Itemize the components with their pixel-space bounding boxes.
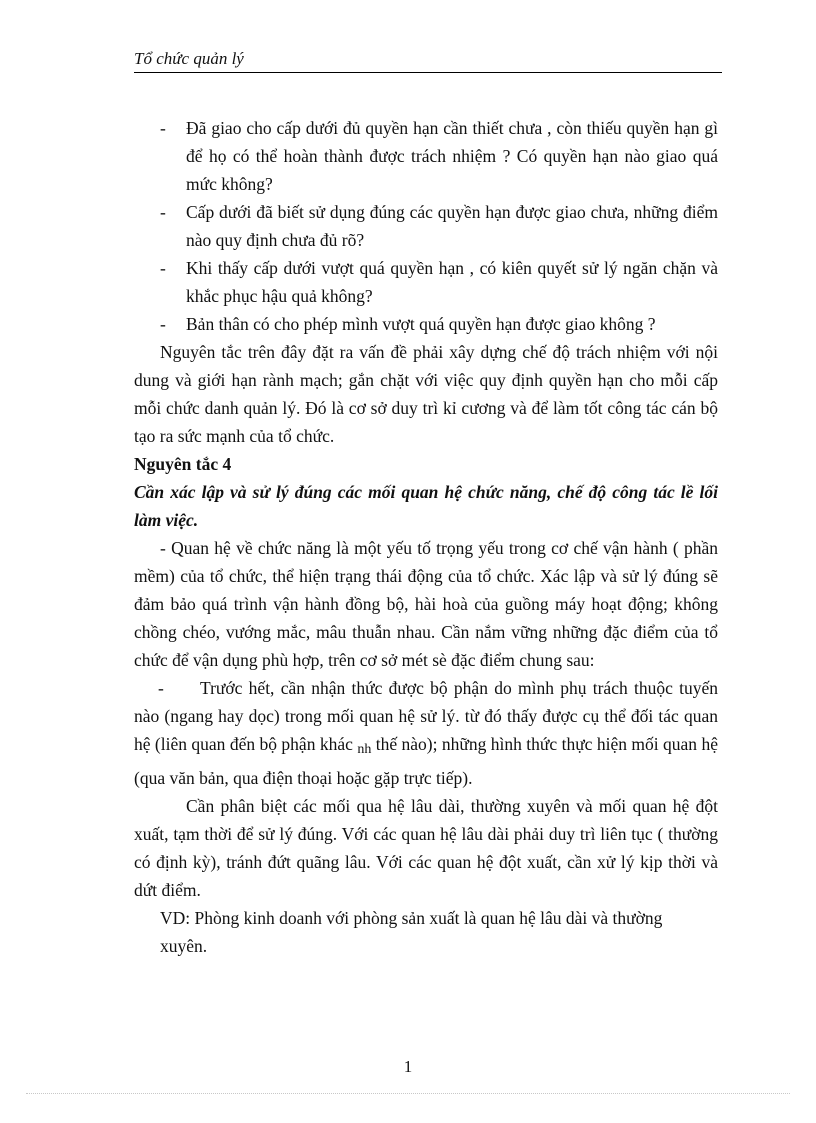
bullet-text: Đã giao cho cấp dưới đủ quyền hạn cần thiết chưa , còn thiếu quyền hạn gì để họ có thể hoàn thành được trách nhiệm ? Có quyền hạn nào giao quá mức không?: [186, 118, 718, 194]
page-number: 1: [403, 1057, 413, 1076]
paragraph-text-part2: thế nào); những hình thức thực hiện mối quan hệ (qua văn bản, qua điện thoại hoặc gặp trực tiếp).: [134, 734, 718, 788]
bullet-item: [134, 198, 718, 254]
bullet-dash: -: [160, 202, 166, 222]
bullet-item: [134, 254, 718, 310]
paragraph-functional-relations: - Quan hệ về chức năng là một yếu tố trọng yếu trong cơ chế vận hành ( phần mềm) của tổ chức, thể hiện trạng thái động của tổ chức. Xác lập và sử lý đúng sẽ đảm bảo quá trình vận hành đồng bộ, hài hoà của guồng máy hoạt động; không chồng chéo, vướng mắc, mâu thuẫn nhau. Cần nắm vững những đặc điểm của tổ chức để vận dụng phù hợp, trên cơ sở mét sè đặc điểm chung sau:: [134, 538, 718, 670]
bullet-item: [134, 114, 718, 198]
document-body: [134, 114, 718, 960]
paragraph-distinguish-relations: Cần phân biệt các mối qua hệ lâu dài, thường xuyên và mối quan hệ đột xuất, tạm thời để sử lý đúng. Với các quan hệ lâu dài phải duy trì liên tục ( thường có định kỳ), tránh đứt quãng lâu. Với các quan hệ đột xuất, cần xử lý kịp thời và dứt điểm.: [134, 796, 718, 900]
paragraph-first-step: [134, 674, 718, 792]
bullet-text: Bản thân có cho phép mình vượt quá quyền hạn được giao không ?: [186, 314, 656, 334]
paragraph-example-continued: [134, 932, 718, 960]
bullet-text: Cấp dưới đã biết sử dụng đúng các quyền hạn được giao chưa, những điểm nào quy định chưa đủ rõ?: [186, 202, 718, 250]
header-title: Tổ chức quản lý: [134, 49, 244, 68]
bullet-text: Khi thấy cấp dưới vượt quá quyền hạn , có kiên quyết sử lý ngăn chặn và khắc phục hậu quả không?: [186, 258, 718, 306]
page-bottom-divider: [26, 1093, 790, 1094]
example-line-2: xuyên.: [160, 936, 208, 956]
paragraph-example: [134, 904, 718, 932]
paragraph-small-text: nh: [357, 742, 372, 757]
paragraph-text-part1: Trước hết, cần nhận thức được bộ phận do mình phụ trách thuộc tuyến nào (ngang hay dọc) trong mối quan hệ sử lý. từ đó thấy được cụ thể đối tác quan hệ (liên quan đến bộ phận khác: [134, 678, 718, 754]
section-heading: Nguyên tắc 4: [134, 454, 232, 474]
bullet-dash: -: [158, 678, 164, 698]
bullet-dash: -: [160, 258, 166, 278]
section-subheading: Cần xác lập và sử lý đúng các mối quan hệ chức năng, chế độ công tác lề lối làm việc.: [134, 482, 718, 530]
page-header: [134, 48, 722, 73]
bullet-item: [134, 310, 718, 338]
paragraph-principle-summary: Nguyên tắc trên đây đặt ra vấn đề phải xây dựng chế độ trách nhiệm với nội dung và giới hạn rành mạch; gắn chặt với việc quy định quyền hạn cho mỗi cấp mỗi chức danh quản lý. Đó là cơ sở duy trì kỉ cương và để làm tốt công tác cán bộ tạo ra sức mạnh của tổ chức.: [134, 342, 718, 446]
example-line-1: VD: Phòng kinh doanh với phòng sản xuất là quan hệ lâu dài và thường: [160, 908, 663, 928]
bullet-dash: -: [160, 118, 166, 138]
bullet-dash: -: [160, 314, 166, 334]
